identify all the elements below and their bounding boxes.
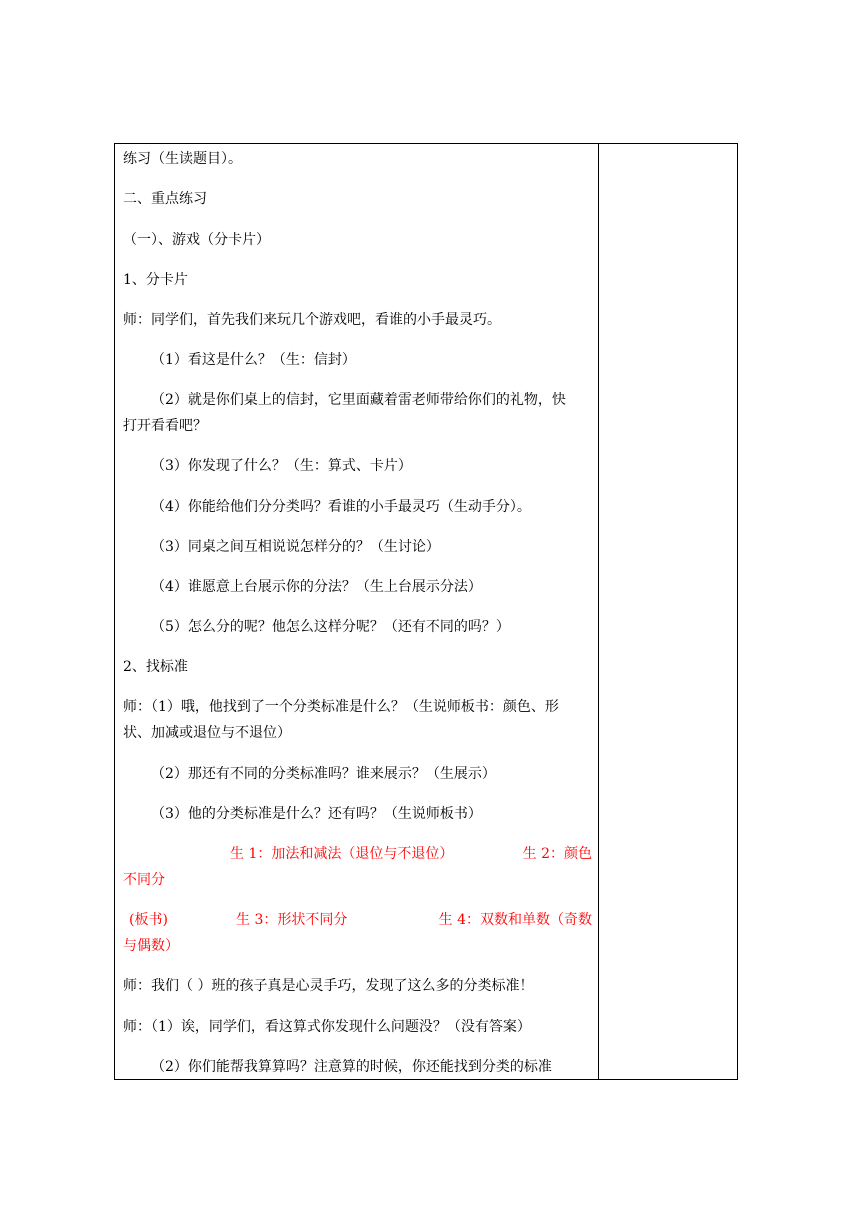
section-heading: 二、重点练习 — [123, 191, 207, 207]
text-line: 师：同学们，首先我们来玩几个游戏吧，看谁的小手最灵巧。 — [123, 312, 501, 328]
text-line: 师：（1）哦，他找到了一个分类标准是什么？（生说师板书：颜色、形 — [123, 699, 559, 715]
board-notes-row-2 — [123, 907, 592, 933]
board-note: 与偶数） — [123, 938, 179, 954]
text-line: 师：我们（ ）班的孩子真是心灵手巧，发现了这么多的分类标准！ — [123, 978, 534, 994]
board-note: 生 4：双数和单数（奇数 — [438, 912, 592, 928]
board-note: 生 1：加法和减法（退位与不退位） — [230, 846, 454, 862]
step-heading: 2、找标准 — [123, 659, 188, 675]
text-line: （4）你能给他们分分类吗？看谁的小手最灵巧（生动手分）。 — [151, 499, 531, 515]
text-line: （3）他的分类标准是什么？还有吗？（生说师板书） — [151, 806, 482, 822]
board-note: (板书) — [129, 912, 168, 928]
subsection-heading: （一）、游戏（分卡片） — [123, 232, 270, 248]
board-note: 不同分 — [123, 872, 165, 888]
board-note: 生 2：颜色 — [522, 846, 592, 862]
text-line: 打开看看吧？ — [123, 418, 207, 434]
text-line: （2）就是你们桌上的信封，它里面藏着雷老师带给你们的礼物，快 — [151, 392, 566, 408]
text-line: （1）看这是什么？（生：信封） — [151, 352, 356, 368]
text-line: 师：（1）诶，同学们，看这算式你发现什么问题没？（没有答案） — [123, 1019, 531, 1035]
lesson-table — [114, 143, 738, 1080]
lesson-content-cell — [115, 144, 599, 1079]
text-line: （4）谁愿意上台展示你的分法？（生上台展示分法） — [151, 579, 482, 595]
board-notes-row-1 — [123, 841, 592, 867]
step-heading: 1、分卡片 — [123, 272, 188, 288]
text-line: （2）你们能帮我算算吗？注意算的时候，你还能找到分类的标准 — [151, 1059, 552, 1075]
text-line: （2）那还有不同的分类标准吗？谁来展示？（生展示） — [151, 766, 496, 782]
text-line: （3）你发现了什么？（生：算式、卡片） — [151, 458, 412, 474]
text-line: 状、加减或退位与不退位） — [123, 725, 291, 741]
board-note: 生 3：形状不同分 — [236, 912, 348, 928]
text-line: （5）怎么分的呢？他怎么这样分呢？（还有不同的吗？） — [151, 619, 510, 635]
text-line: （3）同桌之间互相说说怎样分的？（生讨论） — [151, 539, 440, 555]
notes-column-cell — [599, 144, 737, 1079]
text-line: 练习（生读题目）。 — [123, 151, 242, 167]
